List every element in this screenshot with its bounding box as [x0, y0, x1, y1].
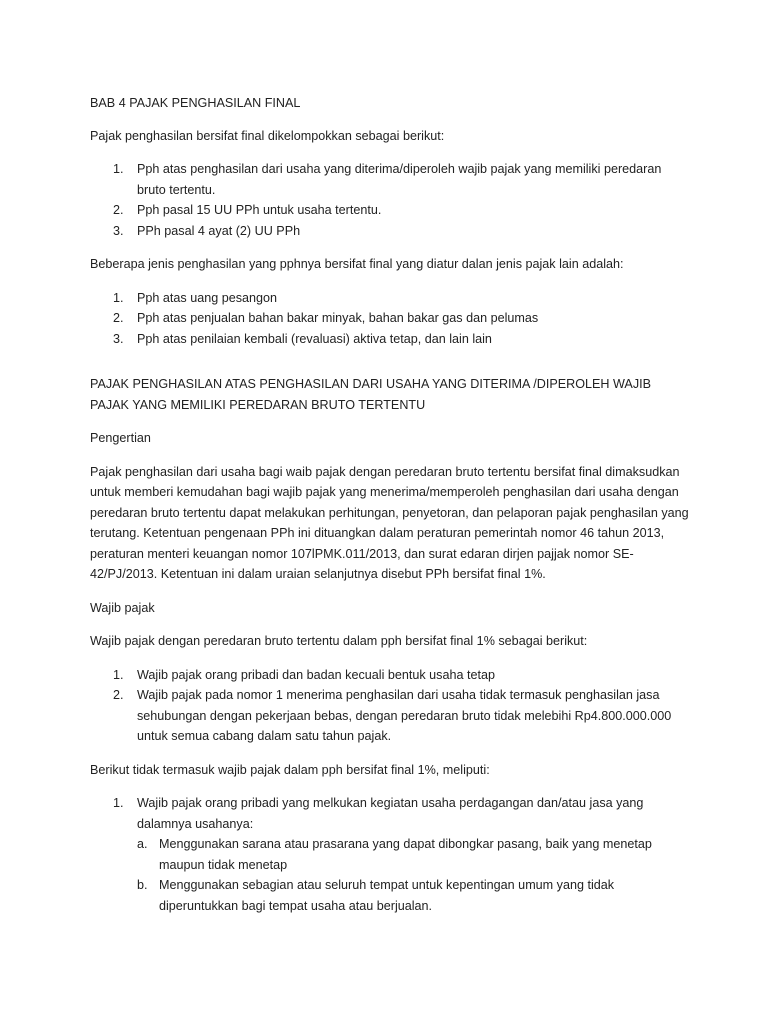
final-tax-groups-list [90, 159, 690, 241]
other-final-income-list [90, 288, 690, 350]
wajib-pajak-label: Wajib pajak [90, 600, 155, 615]
exclusion-intro: Berikut tidak termasuk wajib pajak dalam pph bersifat final 1%, meliputi: [90, 762, 490, 777]
sublist-marker: b. [137, 878, 148, 892]
list-marker: 2. [113, 311, 124, 325]
wajib-pajak-intro: Wajib pajak dengan peredaran bruto tertentu dalam pph bersifat final 1% sebagai berikut: [90, 634, 588, 648]
sublist-marker: a. [137, 837, 148, 851]
list-item-text: Wajib pajak orang pribadi yang melkukan kegiatan usaha perdagangan dan/atau jasa yang dalamnya usahanya: [137, 796, 644, 831]
list-item [90, 329, 690, 350]
sublist-item-text: Menggunakan sebagian atau seluruh tempat untuk kepentingan umum yang tidak diperuntukkan bagi tempat usaha atau berjualan. [159, 878, 615, 913]
sublist-item [137, 834, 690, 875]
list-item-text: Pph atas penilaian kembali (revaluasi) aktiva tetap, dan lain lain [137, 331, 492, 346]
pengertian-paragraph: Pajak penghasilan dari usaha bagi waib pajak dengan peredaran bruto tertentu bersifat final dimaksudkan untuk memberi kemudahan bagi wajib pajak yang menerima/memperoleh penghasilan dari usaha dengan peredaran bruto tertentu dapat melakukan perhitungan, penyetoran, dan pelaporan pajak penghasilan yang terutang. Ketentuan pengenaan PPh ini dituangkan dalam peraturan pemerintah nomor 46 tahun 2013, peraturan menteri keuangan nomor 107lPMK.011/2013, dan surat edaran dirjen pajjak nomor SE-42/PJ/2013. Ketentuan ini dalam uraian selanjutnya disebut PPh bersifat final 1%. [90, 464, 689, 581]
taxpayer-criteria-list [90, 665, 690, 747]
section-heading: PAJAK PENGHASILAN ATAS PENGHASILAN DARI USAHA YANG DITERIMA /DIPEROLEH WAJIB PAJAK YANG MEMILIKI PEREDARAN BRUTO TERTENTU [90, 377, 652, 412]
list-item [90, 200, 690, 221]
list-marker: 3. [113, 223, 124, 238]
list-item [90, 308, 690, 329]
list-marker: 1. [113, 162, 124, 176]
list-item-text: Pph atas penjualan bahan bakar minyak, bahan bakar gas dan pelumas [137, 311, 539, 325]
list-item-text: PPh pasal 4 ayat (2) UU PPh [137, 223, 301, 238]
list-marker: 2. [113, 203, 124, 217]
list-item [90, 793, 690, 916]
list-marker: 2. [113, 688, 124, 702]
list-item [90, 665, 690, 686]
exclusion-sublist [137, 834, 690, 916]
list-item-text: Pph pasal 15 UU PPh untuk usaha tertentu. [137, 203, 382, 217]
list-marker: 3. [113, 331, 124, 346]
list-marker: 1. [113, 290, 124, 305]
list-item [90, 159, 690, 200]
list-item-text: Wajib pajak orang pribadi dan badan kecuali bentuk usaha tetap [137, 667, 496, 682]
sublist-item [137, 875, 690, 916]
sublist-item-text: Menggunakan sarana atau prasarana yang dapat dibongkar pasang, baik yang menetap maupun tidak menetap [159, 837, 652, 872]
intro2-paragraph: Beberapa jenis penghasilan yang pphnya bersifat final yang diatur dalan jenis pajak lain adalah: [90, 257, 624, 271]
list-item-text: Pph atas uang pesangon [137, 290, 278, 305]
list-item-text: Wajib pajak pada nomor 1 menerima penghasilan dari usaha tidak termasuk penghasilan jasa sehubungan dengan pekerjaan bebas, dengan peredaran bruto tidak melebihi Rp4.800.000.000 untuk semua cabang dalam satu tahun pajak. [137, 688, 672, 743]
intro-paragraph: Pajak penghasilan bersifat final dikelompokkan sebagai berikut: [90, 128, 445, 143]
pengertian-label: Pengertian [90, 431, 151, 445]
list-item-text: Pph atas penghasilan dari usaha yang diterima/diperoleh wajib pajak yang memiliki peredaran bruto tertentu. [137, 162, 662, 197]
list-item [90, 685, 690, 747]
list-marker: 1. [113, 796, 124, 810]
list-marker: 1. [113, 667, 124, 682]
exclusion-list [90, 793, 690, 916]
chapter-title: BAB 4 PAJAK PENGHASILAN FINAL [90, 96, 301, 110]
document-page [90, 93, 690, 929]
list-item [90, 221, 690, 242]
list-item [90, 288, 690, 309]
